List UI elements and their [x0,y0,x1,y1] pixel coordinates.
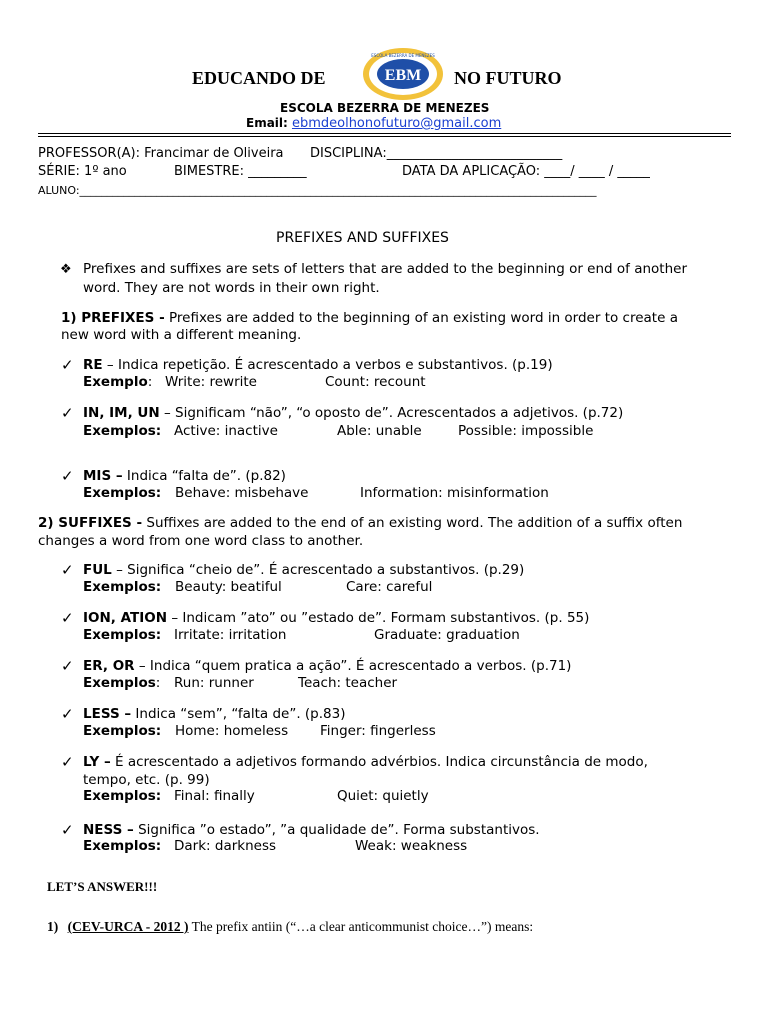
suffix-desc: – Indica “quem pratica a ação”. É acrescentado a verbos. (p.71) [134,658,572,674]
example-label: Exemplo [83,374,148,390]
example-1: Run: runner [174,675,254,691]
question-1 [47,919,533,935]
prefix-key: MIS – [83,468,123,484]
suffix-item-ful [83,562,524,578]
example-2: Teach: teacher [298,675,398,691]
example-2: Finger: fingerless [320,723,436,739]
serie-field: SÉRIE: 1º ano [38,164,127,179]
header-divider-top [38,133,731,134]
prefix-example-re [83,374,152,390]
professor-field: PROFESSOR(A): Francimar de Oliveira [38,146,284,161]
checkmark-icon: ✓ [61,356,74,374]
header-title-right: NO FUTURO [454,68,562,88]
checkmark-icon: ✓ [61,657,74,675]
checkmark-icon: ✓ [61,609,74,627]
prefix-item-re [83,357,553,373]
checkmark-icon: ✓ [61,404,74,422]
suffix-key: LY – [83,754,111,770]
suffix-desc: É acrescentado a adjetivos formando advérbios. Indica circunstância de modo, [110,754,648,770]
prefix-key: RE [83,357,103,373]
example-label-line [83,675,160,691]
data-aplicacao-field: DATA DA APLICAÇÃO: ____/ ____ / _____ [402,164,650,179]
question-source: (CEV-URCA - 2012 ) [67,919,189,934]
suffix-key: NESS – [83,822,134,838]
prefix-desc: – Significam “não”, “o oposto de”. Acrescentados a adjetivos. (p.72) [159,405,624,421]
email-label: Email: [246,116,288,130]
example-label: Exemplos: [83,423,162,439]
prefixes-text-2: new word with a different meaning. [61,327,302,343]
school-name: ESCOLA BEZERRA DE MENEZES [280,101,490,115]
example-3: Possible: impossible [458,423,594,439]
lesson-title: PREFIXES AND SUFFIXES [276,230,449,246]
checkmark-icon: ✓ [61,705,74,723]
example-1: Behave: misbehave [175,485,309,501]
example-label: Exemplos: [83,723,162,739]
suffix-desc: Indica “sem”, “falta de”. (p.83) [131,706,346,722]
example-1: Irritate: irritation [174,627,287,643]
example-2: Quiet: quietly [337,788,429,804]
suffixes-text-1: Suffixes are added to the end of an existing word. The addition of a suffix often [142,515,683,531]
suffix-key: ER, OR [83,658,135,674]
example-label: Exemplos: [83,579,162,595]
prefix-desc: – Indica repetição. É acrescentado a verbos e substantivos. (p.19) [102,357,553,373]
example-sep: : [155,675,161,691]
diamond-bullet-icon: ❖ [60,262,72,277]
example-2: Weak: weakness [355,838,468,854]
example-2: Care: careful [346,579,433,595]
prefixes-text-1: Prefixes are added to the beginning of an existing word in order to create a [164,310,678,326]
checkmark-icon: ✓ [61,561,74,579]
example-2: Information: misinformation [360,485,549,501]
email-line [246,116,501,131]
intro-line-1: Prefixes and suffixes are sets of letters that are added to the beginning or end of another [83,261,688,277]
suffix-desc: Significa ”o estado”, ”a qualidade de”. Forma substantivos. [133,822,540,838]
suffix-desc: – Indicam ”ato” ou ”estado de”. Formam substantivos. (p. 55) [167,610,590,626]
header-title-left: EDUCANDO DE [192,68,326,88]
intro-line-2: word. They are not words in their own right. [83,280,380,296]
prefix-item-mis [83,468,286,484]
suffix-desc-2: tempo, etc. (p. 99) [83,772,210,788]
suffixes-label: 2) SUFFIXES - [38,515,143,531]
checkmark-icon: ✓ [61,753,74,771]
example-label: Exemplos [83,675,156,691]
logo-text: EBM [384,67,422,84]
example-1: Home: homeless [175,723,289,739]
prefixes-paragraph-line-1 [61,310,678,326]
checkmark-icon: ✓ [61,467,74,485]
suffix-key: ION, ATION [83,610,168,626]
checkmark-icon: ✓ [61,821,74,839]
answer-heading: LET’S ANSWER!!! [47,879,158,894]
prefixes-label: 1) PREFIXES - [61,310,165,326]
example-label: Exemplos: [83,838,162,854]
example-1: Dark: darkness [174,838,277,854]
example-label: Exemplos: [83,788,162,804]
example-1: Active: inactive [174,423,278,439]
suffixes-text-2: changes a word from one word class to another. [38,533,364,549]
example-1: Beauty: beatiful [175,579,282,595]
school-logo [360,46,446,102]
logo-ring-text: ESCOLA BEZERRA DE MENEZES [371,53,435,58]
example-2: Graduate: graduation [374,627,520,643]
disciplina-field: DISCIPLINA:___________________________ [310,146,563,161]
example-1: Final: finally [174,788,255,804]
email-link[interactable]: ebmdeolhonofuturo@gmail.com [291,116,502,131]
suffixes-paragraph-line-1 [38,515,682,531]
suffix-desc: – Significa “cheio de”. É acrescentado a substantivos. (p.29) [111,562,525,578]
suffix-item-er-or [83,658,571,674]
prefix-item-in-im-un [83,405,623,421]
suffix-item-ness [83,822,540,838]
example-1: Write: rewrite [165,374,257,390]
prefix-key: IN, IM, UN [83,405,160,421]
header-divider-bottom [38,136,731,137]
question-text: The prefix antiin (“…a clear anticommunist choice…”) means: [188,919,534,934]
suffix-key: FUL [83,562,112,578]
suffix-item-less [83,706,346,722]
aluno-field: ALUNO:______________________________________________________________________________________________ [38,184,597,197]
example-2: Able: unable [337,423,422,439]
example-label: Exemplos: [83,485,162,501]
example-2: Count: recount [325,374,426,390]
bimestre-field: BIMESTRE: _________ [174,164,307,179]
prefix-desc: Indica “falta de”. (p.82) [122,468,286,484]
question-number: 1) [47,919,59,934]
suffix-item-ly [83,754,648,770]
example-label: Exemplos: [83,627,162,643]
suffix-item-ion-ation [83,610,589,626]
suffix-key: LESS – [83,706,132,722]
example-sep: : [147,374,153,390]
